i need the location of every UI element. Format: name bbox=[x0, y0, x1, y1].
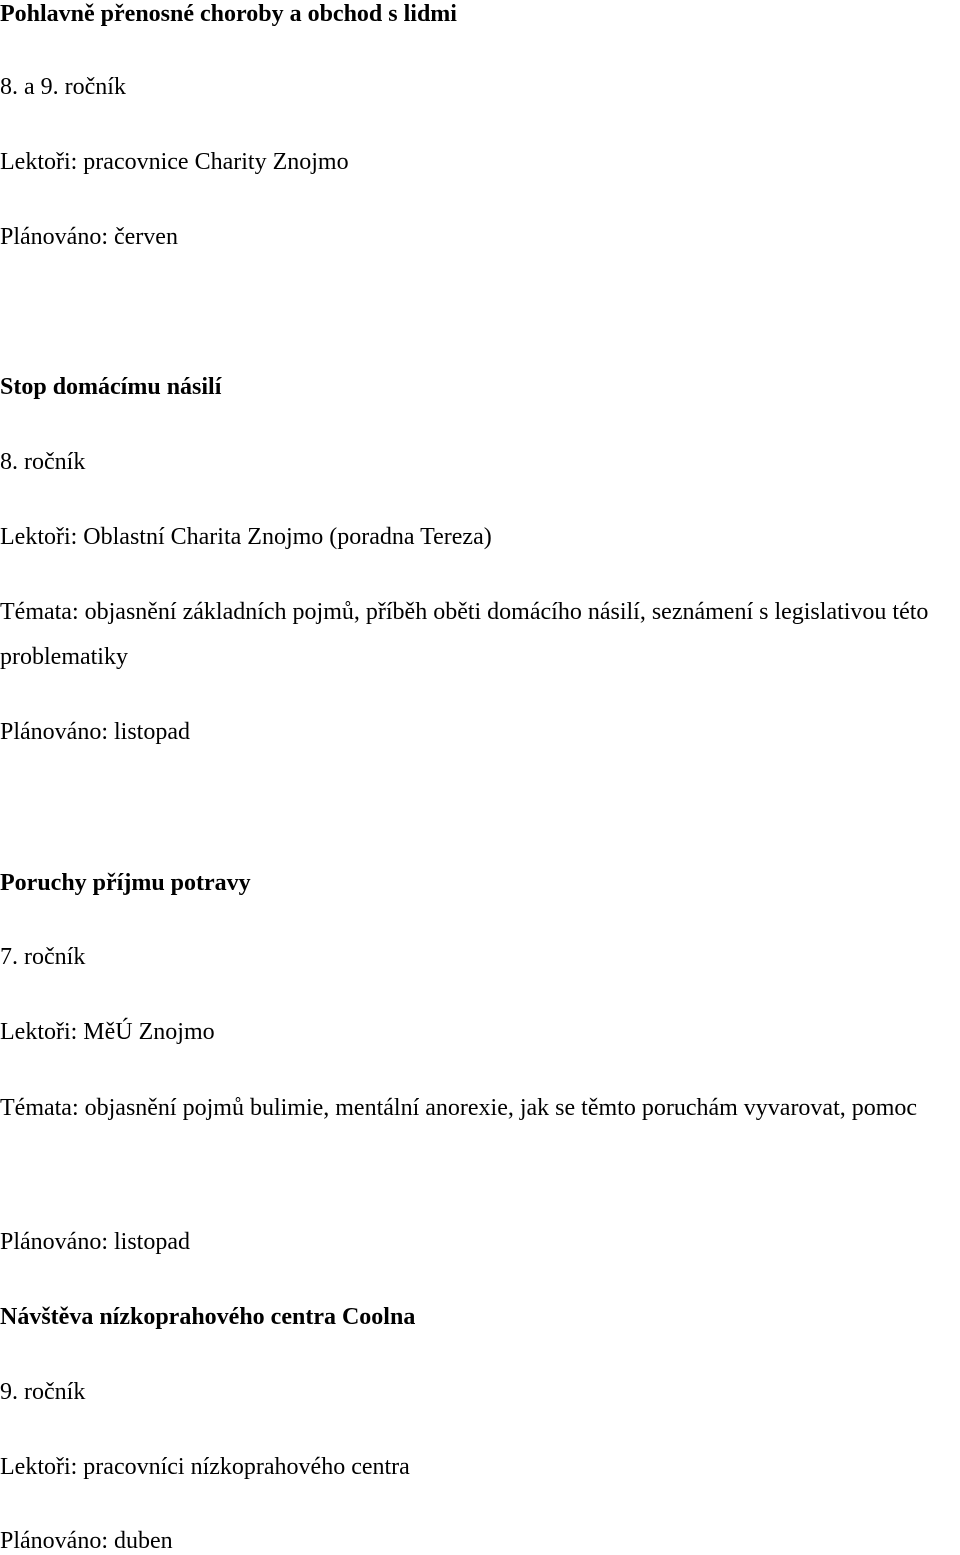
section-lecturers: Lektoři: MěÚ Znojmo bbox=[0, 1019, 215, 1045]
section-topics: Témata: objasnění základních pojmů, příběh oběti domácího násilí, seznámení s legislativou této problematiky bbox=[0, 599, 929, 670]
section-grade: 8. ročník bbox=[0, 449, 86, 475]
section-grade: 7. ročník bbox=[0, 944, 86, 970]
section-lecturers: Lektoři: pracovníci nízkoprahového centra bbox=[0, 1454, 410, 1480]
section-planned: Plánováno: červen bbox=[0, 224, 178, 250]
section-lecturers: Lektoři: pracovnice Charity Znojmo bbox=[0, 149, 349, 175]
section-title: Pohlavně přenosné choroby a obchod s lidmi bbox=[0, 1, 457, 27]
section-title: Poruchy příjmu potravy bbox=[0, 870, 251, 896]
section-grade: 8. a 9. ročník bbox=[0, 74, 126, 100]
section-grade: 9. ročník bbox=[0, 1379, 86, 1405]
section-planned: Plánováno: listopad bbox=[0, 719, 190, 745]
section-planned: Plánováno: listopad bbox=[0, 1229, 190, 1255]
section-planned: Plánováno: duben bbox=[0, 1528, 173, 1554]
section-title: Návštěva nízkoprahového centra Coolna bbox=[0, 1304, 416, 1330]
section-title: Stop domácímu násilí bbox=[0, 374, 222, 400]
section-lecturers: Lektoři: Oblastní Charita Znojmo (poradna Tereza) bbox=[0, 524, 492, 550]
section-topics: Témata: objasnění pojmů bulimie, mentální anorexie, jak se těmto poruchám vyvarovat, pomoc bbox=[0, 1095, 918, 1121]
